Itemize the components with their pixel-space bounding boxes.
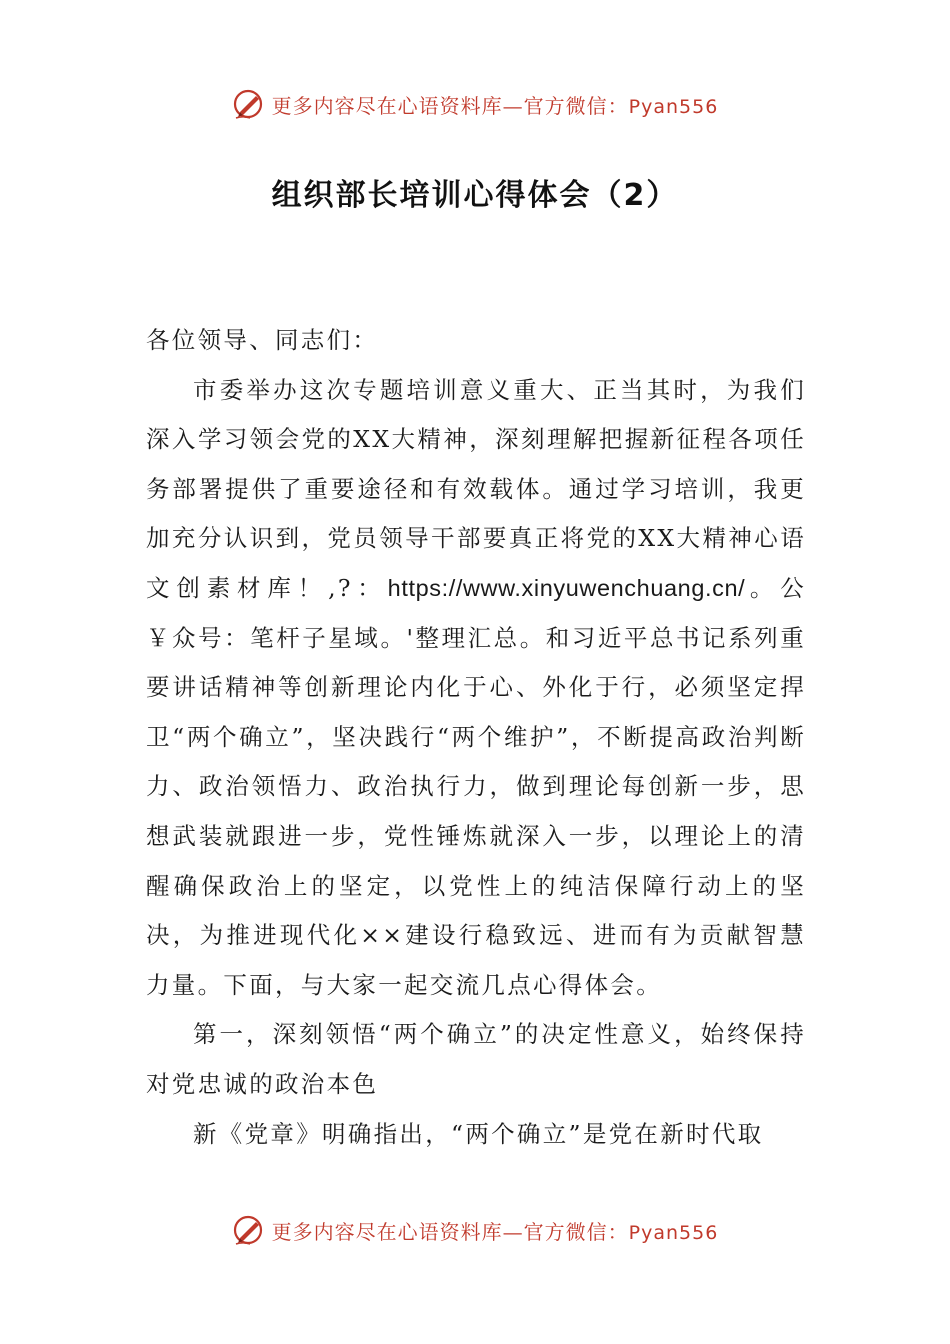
pen-seal-logo-icon [232,1213,266,1247]
watermark-contact: Pyan556 [628,95,719,118]
footer-watermark-banner [0,1210,950,1250]
pen-seal-logo-icon [232,87,266,121]
document-title: 组织部长培训心得体会（2） [271,178,679,213]
watermark-text: 更多内容尽在心语资料库—官方微信：Pyan556 [271,1219,719,1244]
salutation: 各位领导、同志们： [146,326,379,354]
document-body [146,316,806,1159]
watermark-contact: Pyan556 [628,1221,719,1244]
url-text: https://www.xinyuwenchuang.cn/ [387,574,746,601]
watermark-text: 更多内容尽在心语资料库—官方微信：Pyan556 [271,93,719,118]
paragraph-1: 市委举办这次专题培训意义重大、正当其时，为我们深入学习领会党的XX大精神，深刻理解把握新征程各项任务部署提供了重要途径和有效载体。通过学习培训，我更加充分认识到，党员领导干部要真正将党的XX大精神心语文创素材库！,?：https://www.xinyuwenchuang.cn/。公￥众号：笔杆子星域。'整理汇总。和习近平总书记系列重要讲话精神等创新理论内化于心、外化于行，必须坚定捍卫“两个确立”，坚决践行“两个维护”，不断提高政治判断力、政治领悟力、政治执行力，做到理论每创新一步，思想武装就跟进一步，党性锤炼就深入一步，以理论上的清醒确保政治上的坚定，以党性上的纯洁保障行动上的坚决，为推进现代化××建设行稳致远、进而有为贡献智慧力量。下面，与大家一起交流几点心得体会。 [146,375,806,999]
paragraph-2-heading: 第一，深刻领悟“两个确立”的决定性意义，始终保持对党忠诚的政治本色 [146,1020,806,1098]
paragraph-3: 新《党章》明确指出，“两个确立”是党在新时代取 [193,1119,764,1148]
header-watermark-banner [0,84,950,124]
